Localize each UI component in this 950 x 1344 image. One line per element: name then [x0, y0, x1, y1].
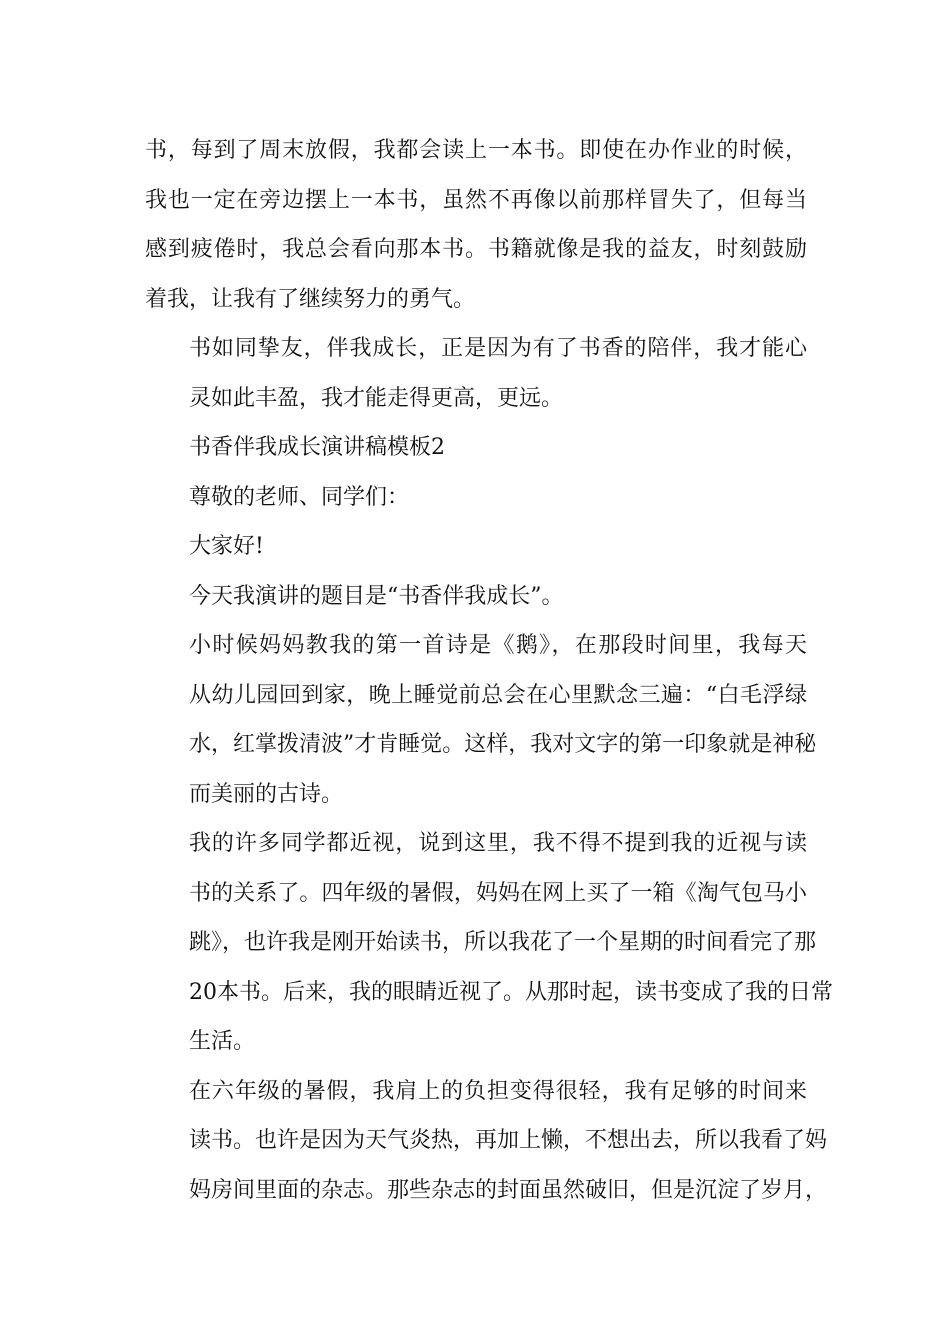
text-line: 大家好! [189, 534, 264, 559]
text-line: 在六年级的暑假，我肩上的负担变得很轻，我有足够的时间来 [189, 1078, 807, 1104]
text-line: 着我，让我有了继续努力的勇气。 [145, 286, 476, 312]
greeting [145, 522, 807, 572]
text-line: 读书。也许是因为天气炎热，再加上懒，不想出去，所以我看了妈 [189, 1128, 828, 1153]
paragraph-1 [145, 126, 807, 324]
paragraph-2 [145, 324, 807, 423]
salutation [145, 473, 807, 523]
topic-statement [145, 572, 807, 622]
text-line: 生活。 [189, 1029, 256, 1054]
section-heading [145, 423, 807, 473]
document-body [145, 126, 833, 1215]
paragraph-8 [145, 819, 833, 1067]
text-line: 从幼儿园回到家，晚上睡觉前总会在心里默念三遍：“白毛浮绿 [189, 682, 807, 708]
text-line: 而美丽的古诗。 [189, 781, 344, 807]
text-line: 20本书。后来，我的眼睛近视了。从那时起，读书变成了我的日常 [189, 979, 833, 1005]
text-line: 小时候妈妈教我的第一首诗是《鹅》，在那段时间里，我每天 [189, 633, 807, 658]
text-line: 我的许多同学都近视，说到这里，我不得不提到我的近视与读 [189, 831, 807, 856]
paragraph-9 [145, 1067, 828, 1216]
paragraph-7 [145, 621, 817, 819]
text-line: 今天我演讲的题目是“书香伴我成长”。 [189, 583, 564, 609]
text-line: 水，红掌拨清波”才肯睡觉。这样，我对文字的第一印象就是神秘 [189, 732, 817, 757]
text-line: 书如同挚友，伴我成长，正是因为有了书香的陪伴，我才能心 [189, 336, 807, 361]
text-line: 书的关系了。四年级的暑假，妈妈在网上买了一箱《淘气包马小 [189, 880, 807, 906]
text-line: 妈房间里面的杂志。那些杂志的封面虽然破旧，但是沉淀了岁月， [189, 1177, 828, 1203]
text-line: 灵如此丰盈，我才能走得更高，更远。 [189, 385, 564, 411]
heading-line: 书香伴我成长演讲稿模板2 [189, 435, 445, 460]
text-line: 跳》，也许我是刚开始读书，所以我花了一个星期的时间看完了那 [189, 930, 817, 955]
text-line: 我也一定在旁边摆上一本书，虽然不再像以前那样冒失了，但每当 [145, 187, 807, 213]
text-line: 书，每到了周末放假，我都会读上一本书。即使在办作业的时候， [145, 138, 807, 163]
text-line: 感到疲倦时，我总会看向那本书。书籍就像是我的益友，时刻鼓励 [145, 237, 807, 262]
text-line: 尊敬的老师、同学们： [189, 484, 410, 510]
